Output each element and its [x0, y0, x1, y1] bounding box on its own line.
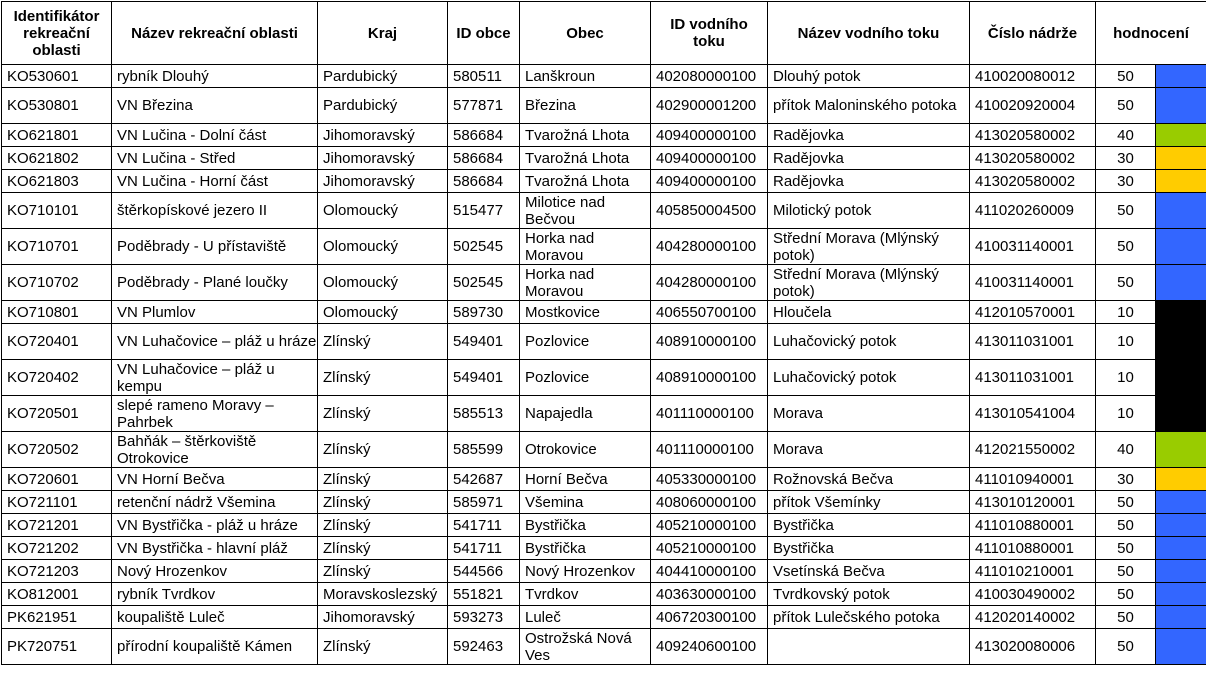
header-name-stream: Název vodního toku: [768, 2, 970, 65]
cell-municipality-id: 541711: [448, 514, 520, 537]
cell-area-name: VN Bystřička - hlavní pláž: [112, 537, 318, 560]
cell-area-id: KO530801: [2, 88, 112, 124]
cell-stream-id: 401110000100: [651, 396, 768, 432]
cell-municipality: Bystřička: [520, 537, 651, 560]
table-body: [2, 65, 1206, 665]
cell-stream-name: Morava: [768, 432, 970, 468]
rating-color-swatch: [1156, 265, 1206, 301]
cell-region: Jihomoravský: [318, 606, 448, 629]
cell-region: Zlínský: [318, 491, 448, 514]
cell-area-name: Nový Hrozenkov: [112, 560, 318, 583]
cell-region: Pardubický: [318, 65, 448, 88]
cell-municipality: Pozlovice: [520, 324, 651, 360]
cell-municipality: Bystřička: [520, 514, 651, 537]
cell-region: Moravskoslezský: [318, 583, 448, 606]
table-row: [2, 324, 1206, 360]
cell-area-name: rybník Tvrdkov: [112, 583, 318, 606]
cell-stream-id: 405210000100: [651, 514, 768, 537]
cell-area-id: KO721203: [2, 560, 112, 583]
cell-area-name: rybník Dlouhý: [112, 65, 318, 88]
table-row: [2, 514, 1206, 537]
cell-municipality-id: 586684: [448, 147, 520, 170]
cell-score: 50: [1096, 193, 1156, 229]
cell-stream-id: 408060000100: [651, 491, 768, 514]
cell-stream-id: 405330000100: [651, 468, 768, 491]
cell-region: Jihomoravský: [318, 170, 448, 193]
cell-stream-name: [768, 629, 970, 665]
cell-area-id: KO720502: [2, 432, 112, 468]
rating-color-swatch: [1156, 65, 1206, 88]
cell-municipality: Mostkovice: [520, 301, 651, 324]
cell-region: Zlínský: [318, 537, 448, 560]
cell-area-id: KO621801: [2, 124, 112, 147]
rating-color-swatch: [1156, 606, 1206, 629]
rating-color-swatch: [1156, 629, 1206, 665]
cell-area-name: Poděbrady - Plané loučky: [112, 265, 318, 301]
cell-area-id: KO530601: [2, 65, 112, 88]
cell-municipality-id: 502545: [448, 229, 520, 265]
cell-municipality: Otrokovice: [520, 432, 651, 468]
cell-reservoir: 413011031001: [970, 360, 1096, 396]
cell-municipality: Březina: [520, 88, 651, 124]
cell-region: Zlínský: [318, 324, 448, 360]
cell-stream-name: Dlouhý potok: [768, 65, 970, 88]
cell-municipality-id: 502545: [448, 265, 520, 301]
recreation-areas-table: [1, 1, 1206, 665]
cell-reservoir: 413020080006: [970, 629, 1096, 665]
cell-stream-name: Radějovka: [768, 170, 970, 193]
cell-stream-name: Morava: [768, 396, 970, 432]
cell-municipality: Lanškroun: [520, 65, 651, 88]
cell-region: Jihomoravský: [318, 147, 448, 170]
rating-color-swatch: [1156, 360, 1206, 396]
table-row: [2, 629, 1206, 665]
cell-area-name: VN Luhačovice – pláž u kempu: [112, 360, 318, 396]
cell-area-name: štěrkopískové jezero II: [112, 193, 318, 229]
rating-color-swatch: [1156, 301, 1206, 324]
cell-stream-id: 404280000100: [651, 229, 768, 265]
cell-region: Zlínský: [318, 360, 448, 396]
cell-reservoir: 413010120001: [970, 491, 1096, 514]
cell-area-name: VN Lučina - Horní část: [112, 170, 318, 193]
table-row: [2, 88, 1206, 124]
cell-stream-id: 409400000100: [651, 147, 768, 170]
cell-municipality: Luleč: [520, 606, 651, 629]
cell-region: Olomoucký: [318, 265, 448, 301]
cell-municipality-id: 542687: [448, 468, 520, 491]
cell-municipality: Tvarožná Lhota: [520, 170, 651, 193]
rating-color-swatch: [1156, 170, 1206, 193]
cell-area-name: VN Březina: [112, 88, 318, 124]
table-row: [2, 468, 1206, 491]
table-row: [2, 432, 1206, 468]
rating-color-swatch: [1156, 514, 1206, 537]
cell-stream-name: Hloučela: [768, 301, 970, 324]
cell-area-name: Poděbrady - U přístaviště: [112, 229, 318, 265]
cell-area-name: slepé rameno Moravy – Pahrbek: [112, 396, 318, 432]
cell-stream-id: 402080000100: [651, 65, 768, 88]
cell-stream-name: Luhačovický potok: [768, 360, 970, 396]
cell-reservoir: 412010570001: [970, 301, 1096, 324]
cell-stream-name: Rožnovská Bečva: [768, 468, 970, 491]
cell-municipality-id: 585971: [448, 491, 520, 514]
cell-municipality: Napajedla: [520, 396, 651, 432]
cell-municipality-id: 577871: [448, 88, 520, 124]
rating-color-swatch: [1156, 468, 1206, 491]
cell-municipality: Pozlovice: [520, 360, 651, 396]
cell-reservoir: 411010940001: [970, 468, 1096, 491]
rating-color-swatch: [1156, 583, 1206, 606]
cell-municipality-id: 549401: [448, 324, 520, 360]
cell-area-id: KO720501: [2, 396, 112, 432]
cell-municipality: Milotice nad Bečvou: [520, 193, 651, 229]
cell-municipality-id: 544566: [448, 560, 520, 583]
header-municipality: Obec: [520, 2, 651, 65]
cell-area-id: KO721202: [2, 537, 112, 560]
cell-reservoir: 413020580002: [970, 124, 1096, 147]
cell-score: 50: [1096, 491, 1156, 514]
table-row: [2, 537, 1206, 560]
table-row: [2, 396, 1206, 432]
cell-municipality: Horka nad Moravou: [520, 265, 651, 301]
cell-area-name: přírodní koupaliště Kámen: [112, 629, 318, 665]
rating-color-swatch: [1156, 88, 1206, 124]
cell-reservoir: 413020580002: [970, 147, 1096, 170]
cell-score: 30: [1096, 468, 1156, 491]
cell-area-name: Bahňák – štěrkoviště Otrokovice: [112, 432, 318, 468]
cell-score: 30: [1096, 170, 1156, 193]
cell-score: 50: [1096, 629, 1156, 665]
table-row: [2, 491, 1206, 514]
cell-municipality-id: 585513: [448, 396, 520, 432]
cell-stream-id: 406550700100: [651, 301, 768, 324]
cell-region: Pardubický: [318, 88, 448, 124]
table-row: [2, 265, 1206, 301]
rating-color-swatch: [1156, 537, 1206, 560]
cell-region: Jihomoravský: [318, 124, 448, 147]
cell-municipality-id: 541711: [448, 537, 520, 560]
header-id-stream: ID vodního toku: [651, 2, 768, 65]
cell-score: 50: [1096, 229, 1156, 265]
cell-area-id: KO721201: [2, 514, 112, 537]
cell-score: 10: [1096, 301, 1156, 324]
table-row: [2, 360, 1206, 396]
cell-municipality-id: 585599: [448, 432, 520, 468]
cell-municipality-id: 580511: [448, 65, 520, 88]
cell-municipality: Horka nad Moravou: [520, 229, 651, 265]
table-row: [2, 583, 1206, 606]
table-row: [2, 229, 1206, 265]
cell-area-name: retenční nádrž Všemina: [112, 491, 318, 514]
cell-stream-id: 408910000100: [651, 360, 768, 396]
cell-area-id: PK720751: [2, 629, 112, 665]
cell-area-name: VN Plumlov: [112, 301, 318, 324]
cell-stream-name: Milotický potok: [768, 193, 970, 229]
cell-reservoir: 410030490002: [970, 583, 1096, 606]
cell-stream-name: Bystřička: [768, 514, 970, 537]
cell-stream-id: 408910000100: [651, 324, 768, 360]
cell-municipality: Všemina: [520, 491, 651, 514]
cell-region: Olomoucký: [318, 193, 448, 229]
cell-area-id: KO710701: [2, 229, 112, 265]
cell-reservoir: 411020260009: [970, 193, 1096, 229]
rating-color-swatch: [1156, 324, 1206, 360]
cell-reservoir: 410031140001: [970, 229, 1096, 265]
cell-score: 50: [1096, 560, 1156, 583]
cell-region: Zlínský: [318, 396, 448, 432]
cell-area-id: KO720402: [2, 360, 112, 396]
cell-municipality: Horní Bečva: [520, 468, 651, 491]
cell-stream-name: Radějovka: [768, 147, 970, 170]
cell-municipality-id: 592463: [448, 629, 520, 665]
cell-area-id: KO710101: [2, 193, 112, 229]
cell-stream-id: 404280000100: [651, 265, 768, 301]
cell-reservoir: 410020920004: [970, 88, 1096, 124]
cell-stream-name: Radějovka: [768, 124, 970, 147]
cell-score: 10: [1096, 324, 1156, 360]
rating-color-swatch: [1156, 124, 1206, 147]
cell-score: 50: [1096, 537, 1156, 560]
cell-reservoir: 410020080012: [970, 65, 1096, 88]
cell-region: Zlínský: [318, 468, 448, 491]
cell-reservoir: 411010880001: [970, 514, 1096, 537]
table-row: [2, 65, 1206, 88]
cell-stream-name: Střední Morava (Mlýnský potok): [768, 229, 970, 265]
cell-score: 50: [1096, 606, 1156, 629]
rating-color-swatch: [1156, 396, 1206, 432]
cell-stream-id: 403630000100: [651, 583, 768, 606]
header-reservoir: Číslo nádrže: [970, 2, 1096, 65]
cell-reservoir: 412020140002: [970, 606, 1096, 629]
cell-municipality: Tvrdkov: [520, 583, 651, 606]
cell-reservoir: 413020580002: [970, 170, 1096, 193]
cell-stream-name: přítok Lulečského potoka: [768, 606, 970, 629]
table-row: [2, 301, 1206, 324]
cell-stream-name: Střední Morava (Mlýnský potok): [768, 265, 970, 301]
cell-area-name: VN Bystřička - pláž u hráze: [112, 514, 318, 537]
cell-stream-name: přítok Maloninského potoka: [768, 88, 970, 124]
cell-score: 50: [1096, 265, 1156, 301]
cell-municipality: Nový Hrozenkov: [520, 560, 651, 583]
cell-reservoir: 413011031001: [970, 324, 1096, 360]
cell-municipality-id: 586684: [448, 124, 520, 147]
cell-stream-name: Tvrdkovský potok: [768, 583, 970, 606]
table-row: [2, 170, 1206, 193]
cell-stream-id: 404410000100: [651, 560, 768, 583]
cell-stream-id: 406720300100: [651, 606, 768, 629]
cell-score: 10: [1096, 360, 1156, 396]
cell-municipality-id: 593273: [448, 606, 520, 629]
cell-stream-id: 409240600100: [651, 629, 768, 665]
cell-area-name: VN Lučina - Dolní část: [112, 124, 318, 147]
cell-municipality: Ostrožská Nová Ves: [520, 629, 651, 665]
cell-area-name: VN Lučina - Střed: [112, 147, 318, 170]
cell-stream-id: 405850004500: [651, 193, 768, 229]
table-row: [2, 193, 1206, 229]
cell-region: Zlínský: [318, 514, 448, 537]
cell-stream-name: Luhačovický potok: [768, 324, 970, 360]
cell-area-id: KO621803: [2, 170, 112, 193]
cell-area-name: VN Luhačovice – pláž u hráze: [112, 324, 318, 360]
cell-stream-id: 409400000100: [651, 170, 768, 193]
cell-municipality-id: 515477: [448, 193, 520, 229]
cell-municipality-id: 551821: [448, 583, 520, 606]
rating-color-swatch: [1156, 491, 1206, 514]
cell-region: Zlínský: [318, 560, 448, 583]
cell-score: 40: [1096, 124, 1156, 147]
cell-stream-id: 409400000100: [651, 124, 768, 147]
cell-stream-name: Bystřička: [768, 537, 970, 560]
table-row: [2, 124, 1206, 147]
header-id-municipality: ID obce: [448, 2, 520, 65]
cell-region: Olomoucký: [318, 301, 448, 324]
cell-score: 10: [1096, 396, 1156, 432]
cell-region: Olomoucký: [318, 229, 448, 265]
cell-municipality: Tvarožná Lhota: [520, 124, 651, 147]
cell-area-id: PK621951: [2, 606, 112, 629]
cell-municipality: Tvarožná Lhota: [520, 147, 651, 170]
table-row: [2, 147, 1206, 170]
cell-stream-id: 402900001200: [651, 88, 768, 124]
cell-area-id: KO710801: [2, 301, 112, 324]
cell-municipality-id: 549401: [448, 360, 520, 396]
cell-stream-id: 405210000100: [651, 537, 768, 560]
cell-score: 50: [1096, 514, 1156, 537]
cell-score: 50: [1096, 88, 1156, 124]
cell-area-name: VN Horní Bečva: [112, 468, 318, 491]
table-row: [2, 560, 1206, 583]
cell-municipality-id: 589730: [448, 301, 520, 324]
cell-reservoir: 412021550002: [970, 432, 1096, 468]
rating-color-swatch: [1156, 560, 1206, 583]
cell-score: 50: [1096, 583, 1156, 606]
header-name-area: Název rekreační oblasti: [112, 2, 318, 65]
cell-reservoir: 413010541004: [970, 396, 1096, 432]
cell-stream-name: přítok Všemínky: [768, 491, 970, 514]
header-id-area: Identifikátor rekreační oblasti: [2, 2, 112, 65]
cell-region: Zlínský: [318, 432, 448, 468]
cell-score: 50: [1096, 65, 1156, 88]
header-region: Kraj: [318, 2, 448, 65]
rating-color-swatch: [1156, 432, 1206, 468]
cell-region: Zlínský: [318, 629, 448, 665]
cell-stream-id: 401110000100: [651, 432, 768, 468]
cell-score: 30: [1096, 147, 1156, 170]
cell-score: 40: [1096, 432, 1156, 468]
cell-municipality-id: 586684: [448, 170, 520, 193]
cell-area-id: KO721101: [2, 491, 112, 514]
cell-area-id: KO720601: [2, 468, 112, 491]
header-row: [2, 2, 1206, 65]
cell-area-id: KO720401: [2, 324, 112, 360]
cell-reservoir: 410031140001: [970, 265, 1096, 301]
table-row: [2, 606, 1206, 629]
cell-area-id: KO710702: [2, 265, 112, 301]
cell-area-id: KO621802: [2, 147, 112, 170]
header-rating: hodnocení: [1096, 2, 1206, 65]
cell-reservoir: 411010210001: [970, 560, 1096, 583]
cell-area-id: KO812001: [2, 583, 112, 606]
rating-color-swatch: [1156, 147, 1206, 170]
cell-reservoir: 411010880001: [970, 537, 1096, 560]
cell-stream-name: Vsetínská Bečva: [768, 560, 970, 583]
cell-area-name: koupaliště Luleč: [112, 606, 318, 629]
rating-color-swatch: [1156, 229, 1206, 265]
rating-color-swatch: [1156, 193, 1206, 229]
